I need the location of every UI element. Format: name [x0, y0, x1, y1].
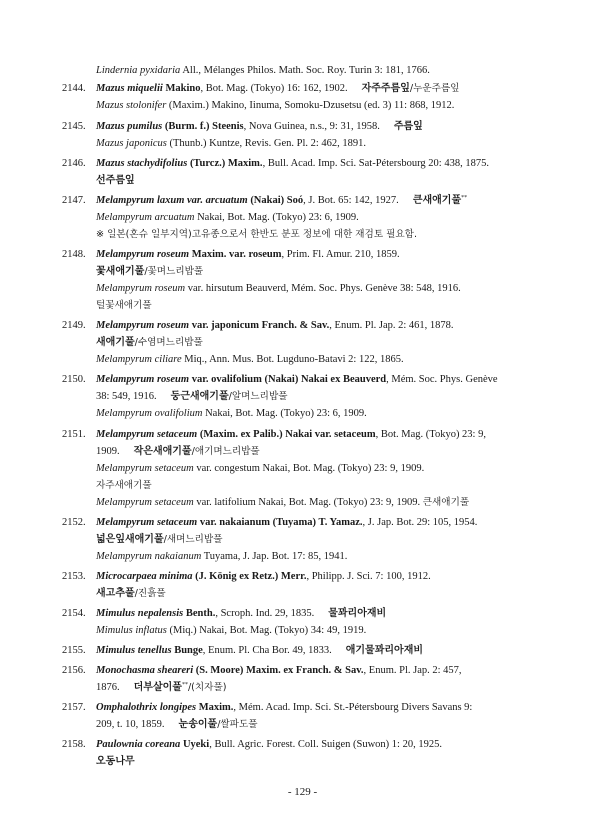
- entry-2151-accepted: Melampyrum setaceum (Maxim. ex Palib.) Nakai var. setaceum, Bot. Mag. (Tokyo) 23: 9,: [96, 429, 486, 440]
- entry-number: 2146.: [62, 158, 86, 169]
- entry-number: 2154.: [62, 608, 86, 619]
- korean-name: 새고추풀: [96, 588, 135, 599]
- entry-2156-continuation: 1876. 더부살이풀**/(치자풀): [96, 682, 227, 693]
- korean-name: 큰새애기풀: [412, 195, 462, 206]
- korean-name: 둥근새애기풀: [170, 391, 229, 402]
- entry-2145-accepted: Mazus pumilus (Burm. f.) Steenis, Nova Guinea, n.s., 9: 31, 1958. 주름잎: [96, 121, 423, 132]
- entry-2156-accepted: Monochasma sheareri (S. Moore) Maxim. ex Franch. & Sav., Enum. Pl. Jap. 2: 457,: [96, 665, 462, 676]
- entry-2150-continuation: 38: 549, 1916. 둥근새애기풀/알며느리밥풀: [96, 391, 288, 402]
- entry-2148-accepted: Melampyrum roseum Maxim. var. roseum, Prim. Fl. Amur. 210, 1859.: [96, 249, 400, 260]
- page-number: - 129 -: [287, 786, 318, 798]
- entry-2151-synonym: Melampyrum setaceum var. congestum Nakai, Bot. Mag. (Tokyo) 23: 9, 1909.: [96, 463, 425, 474]
- korean-name: 선주름잎: [96, 175, 135, 186]
- entry-2152-synonym: Melampyrum nakaianum Tuyama, J. Jap. Bot. 17: 85, 1941.: [96, 551, 348, 562]
- korean-name: 애기물꽈리아재비: [345, 645, 424, 656]
- entry-2146-korean: [96, 174, 135, 188]
- entry-2153-korean: 새고추풀/진흙풀: [96, 588, 166, 599]
- entry-number: 2155.: [62, 645, 86, 656]
- entry-2158-accepted: Paulownia coreana Uyeki, Bull. Agric. Forest. Coll. Suigen (Suwon) 1: 20, 1925.: [96, 739, 442, 750]
- korean-name: 자주주름잎: [361, 83, 410, 94]
- entry-2153-accepted: Microcarpaea minima (J. König ex Retz.) Merr., Philipp. J. Sci. 7: 100, 1912.: [96, 571, 431, 582]
- entry-2144-synonym: Mazus stolonifer (Maxim.) Makino, Iinuma, Somoku-Dzusetsu (ed. 3) 11: 868, 1912.: [96, 100, 455, 111]
- entry-2148-synonym: Melampyrum roseum var. hirsutum Beauverd, Mém. Soc. Phys. Genève 38: 548, 1916.: [96, 283, 461, 294]
- korean-name: 새애기풀: [96, 337, 135, 348]
- entry-number: 2156.: [62, 665, 86, 676]
- entry-2151-synonym-korean: 자주새애기풀: [96, 480, 152, 491]
- korean-name: 더부살이풀: [133, 682, 182, 693]
- entry-2149-synonym: Melampyrum ciliare Miq., Ann. Mus. Bot. Lugduno-Batavi 2: 122, 1865.: [96, 354, 404, 365]
- entry-number: 2157.: [62, 702, 86, 713]
- entry-2145-synonym: Mazus japonicus (Thunb.) Kuntze, Revis. Gen. Pl. 2: 462, 1891.: [96, 138, 367, 149]
- entry-2150-synonym: Melampyrum ovalifolium Nakai, Bot. Mag. (Tokyo) 23: 6, 1909.: [96, 408, 367, 419]
- entry-2147-synonym: Melampyrum arcuatum Nakai, Bot. Mag. (Tokyo) 23: 6, 1909.: [96, 212, 359, 223]
- entry-2148-korean: 꽃새애기풀/꽃며느리밥풀: [96, 266, 204, 277]
- entry-2148-synonym-korean: 털꽃새애기풀: [96, 300, 152, 311]
- entry-2157-accepted: Omphalothrix longipes Maxim., Mém. Acad. Imp. Sci. St.-Pétersbourg Divers Savans 9:: [96, 702, 473, 713]
- entry-number: 2144.: [62, 83, 86, 94]
- entry-2157-continuation: 209, t. 10, 1859. 눈송이풀/쌀파도풀: [96, 719, 258, 730]
- entry-2150-accepted: Melampyrum roseum var. ovalifolium (Nakai) Nakai ex Beauverd, Mém. Soc. Phys. Genève: [96, 374, 498, 385]
- entry-number: 2147.: [62, 195, 86, 206]
- entry-2146-accepted: Mazus stachydifolius (Turcz.) Maxim., Bull. Acad. Imp. Sci. Sat-Pétersbourg 20: 438, 1875.: [96, 158, 489, 169]
- entry-2147-accepted: Melampyrum laxum var. arcuatum (Nakai) Soó, J. Bot. 65: 142, 1927. 큰새애기풀**: [96, 195, 468, 206]
- entry-2154-synonym: Mimulus inflatus (Miq.) Nakai, Bot. Mag. (Tokyo) 34: 49, 1919.: [96, 625, 367, 636]
- entry-2158-korean: [96, 755, 135, 769]
- korean-name: 꽃새애기풀: [96, 266, 145, 277]
- entry-number: 2153.: [62, 571, 86, 582]
- korean-name: 눈송이풀: [178, 719, 218, 730]
- entry-number: 2149.: [62, 320, 86, 331]
- entry-number: 2150.: [62, 374, 86, 385]
- entry-number: 2151.: [62, 429, 86, 440]
- entry-number: 2158.: [62, 739, 86, 750]
- korean-name: 작은새애기풀: [133, 446, 192, 457]
- entry-number: 2145.: [62, 121, 86, 132]
- entry-2155-accepted: Mimulus tenellus Bunge, Enum. Pl. Cha Bor. 49, 1833. 애기물꽈리아재비: [96, 645, 424, 656]
- entry-2149-korean: 새애기풀/수염며느리밥풀: [96, 337, 203, 348]
- entry-2151-synonym-2: Melampyrum setaceum var. latifolium Nakai, Bot. Mag. (Tokyo) 23: 9, 1909. 큰새애기풀: [96, 497, 470, 508]
- entry-2154-accepted: Mimulus nepalensis Benth., Scroph. Ind. 29, 1835. 물꽈리아재비: [96, 608, 387, 619]
- korean-name: 주름잎: [393, 121, 423, 132]
- entry-2151-continuation: 1909. 작은새애기풀/애기며느리밥풀: [96, 446, 260, 457]
- korean-name: 물꽈리아재비: [328, 608, 387, 619]
- entry-number: 2148.: [62, 249, 86, 260]
- korean-name: 넓은잎새애기풀: [96, 534, 164, 545]
- entry-2152-korean: 넓은잎새애기풀/새며느리밥풀: [96, 534, 223, 545]
- continuation-line: Lindernia pyxidaria All., Mélanges Philos. Math. Soc. Roy. Turin 3: 181, 1766.: [96, 65, 430, 76]
- entry-number: 2152.: [62, 517, 86, 528]
- entry-2152-accepted: Melampyrum setaceum var. nakaianum (Tuyama) T. Yamaz., J. Jap. Bot. 29: 105, 1954.: [96, 517, 478, 528]
- korean-name: 오동나무: [96, 756, 135, 767]
- entry-2149-accepted: Melampyrum roseum var. japonicum Franch. & Sav., Enum. Pl. Jap. 2: 461, 1878.: [96, 320, 454, 331]
- entry-2147-note: ※ 일본(혼슈 일부지역)고유종으로서 한반도 분포 정보에 대한 재검토 필요함.: [96, 229, 417, 240]
- entry-2144-accepted: Mazus miquelii Makino, Bot. Mag. (Tokyo) 16: 162, 1902. 자주주름잎/누운주름잎: [96, 83, 460, 94]
